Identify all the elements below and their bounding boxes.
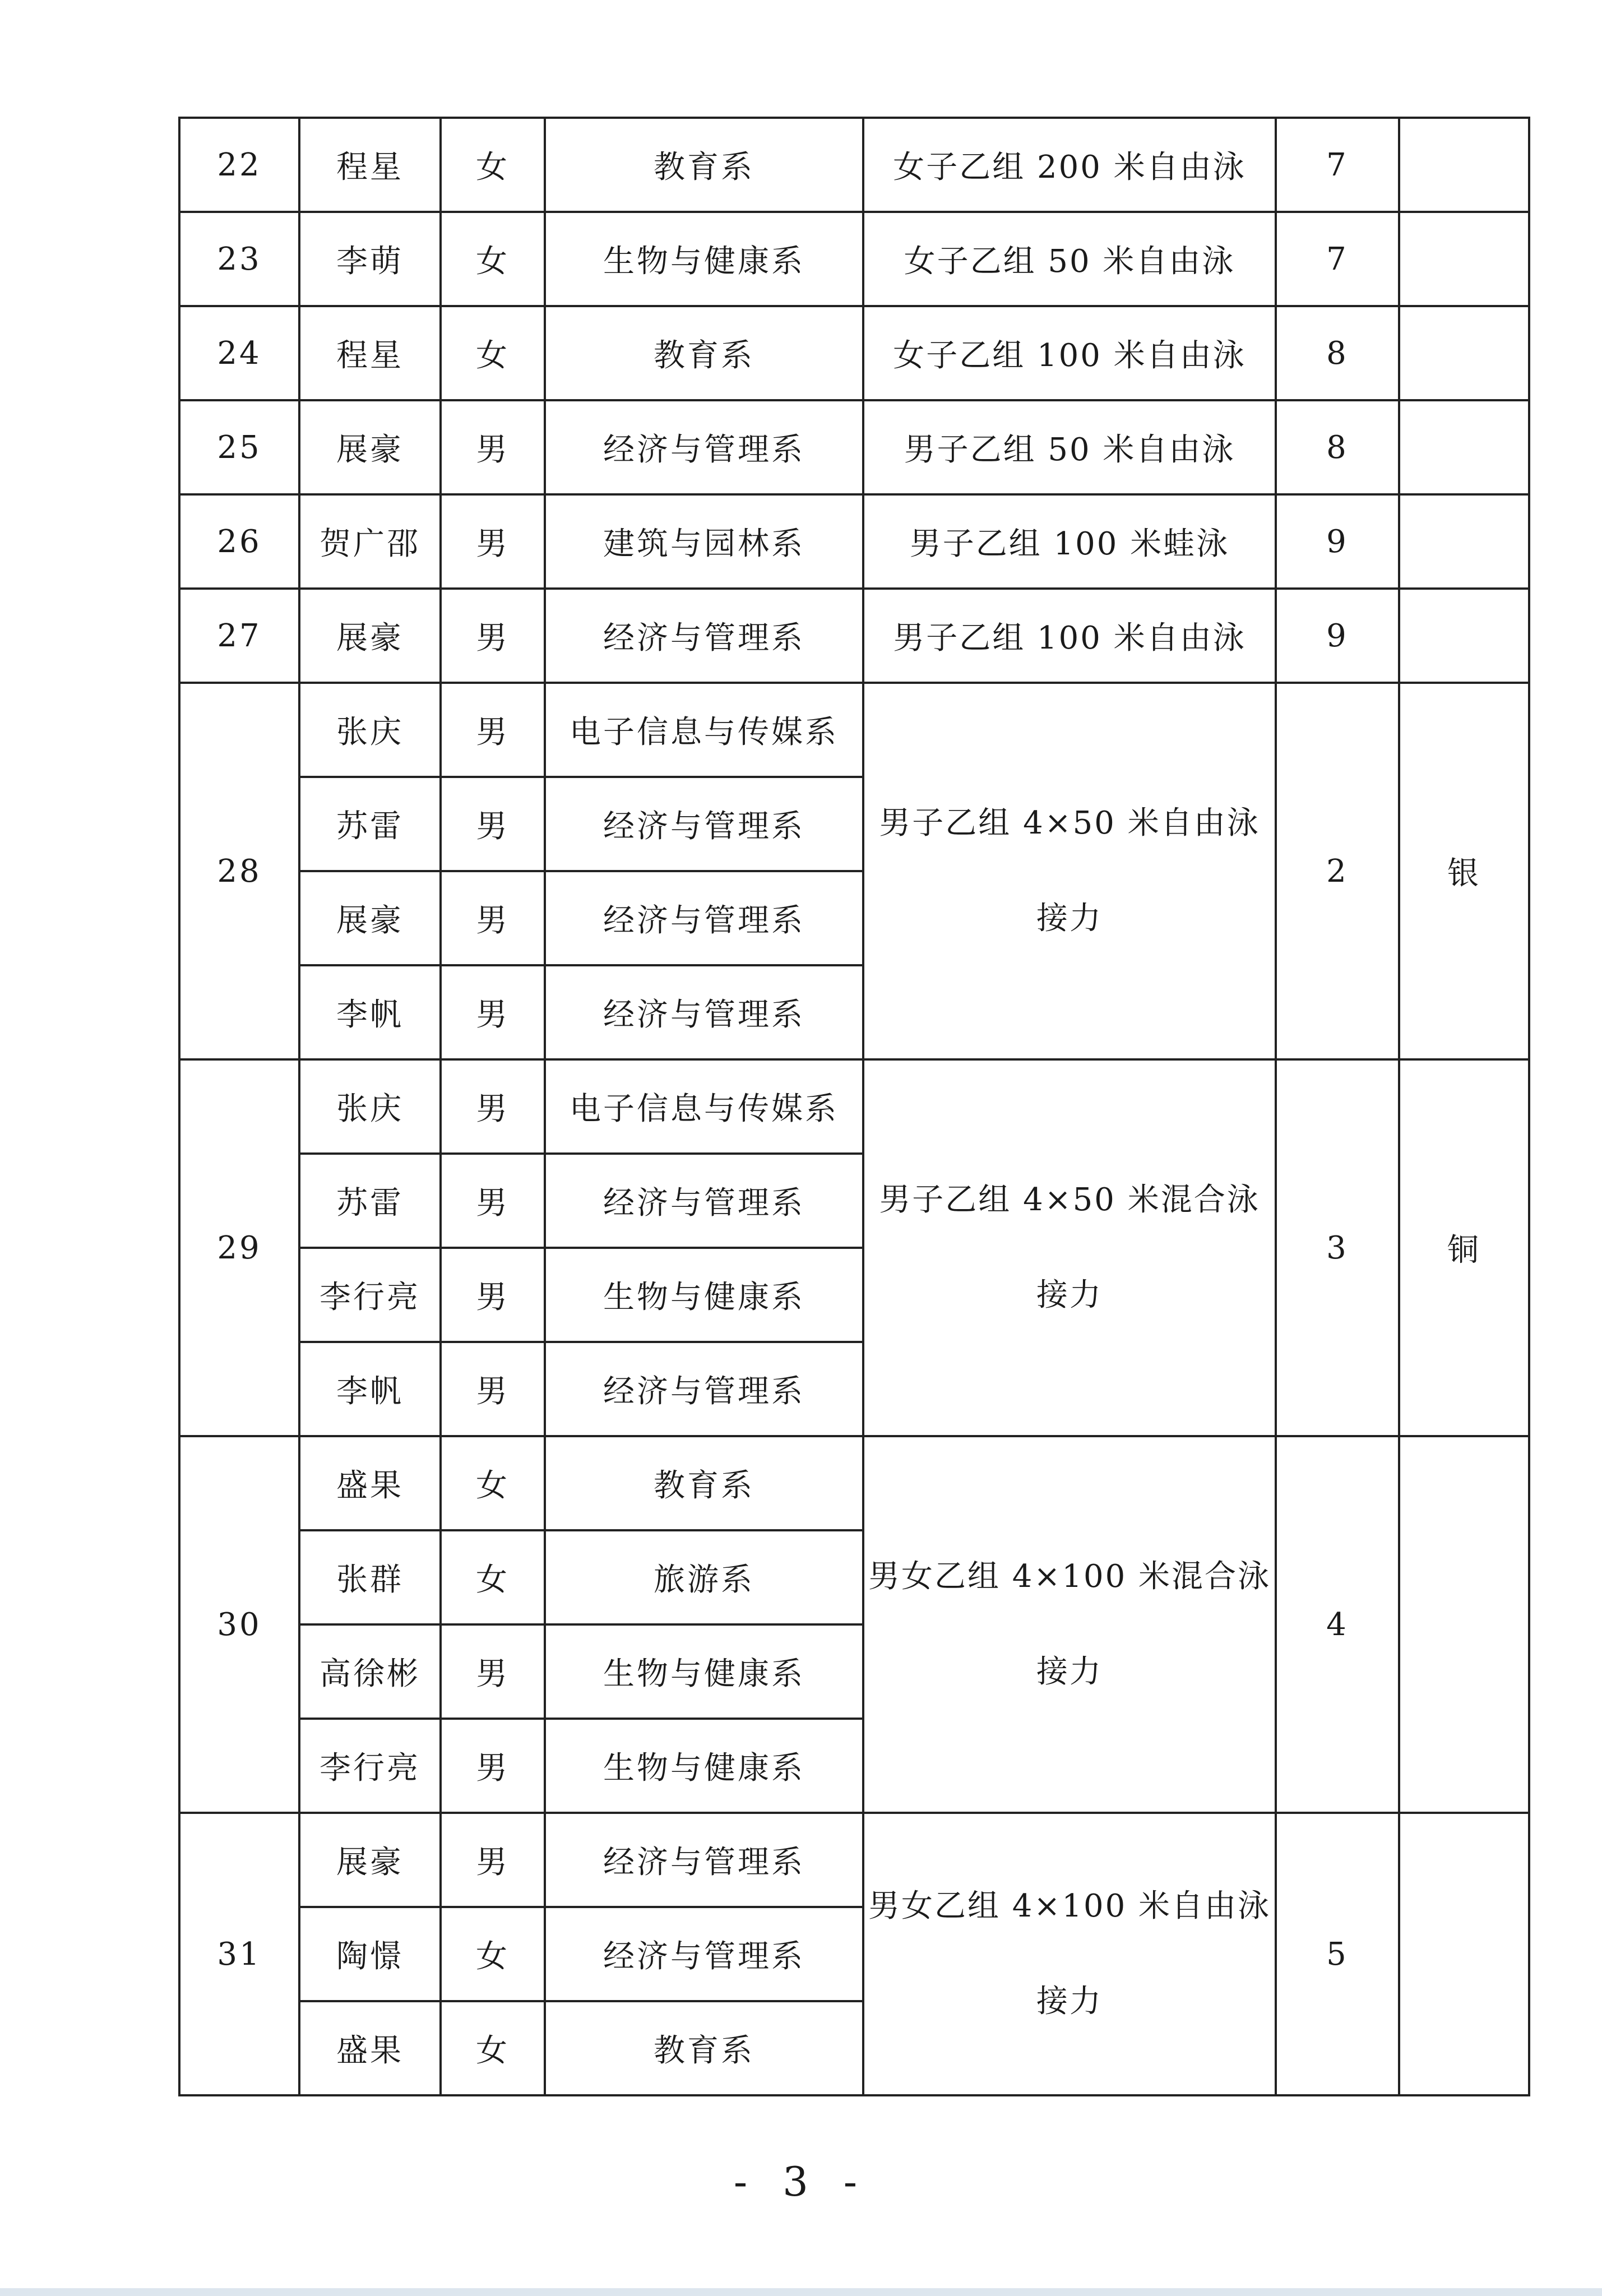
athlete-department: 经济与管理系 <box>545 400 863 494</box>
event-name: 男子乙组 100 米蛙泳 <box>863 494 1276 589</box>
athlete-gender: 男 <box>441 400 545 494</box>
event-name: 男子乙组 50 米自由泳 <box>863 400 1276 494</box>
table-row <box>179 1059 1529 1154</box>
athlete-gender: 男 <box>441 1624 545 1719</box>
athlete-gender: 女 <box>441 118 545 212</box>
athlete-gender: 男 <box>441 777 545 871</box>
athlete-name: 盛果 <box>299 1436 441 1530</box>
relay-event-line: 男女乙组 4×100 米自由泳 <box>868 1888 1271 1924</box>
row-number: 31 <box>179 1813 299 2095</box>
page-number: - 3 - <box>733 2158 869 2205</box>
table-row <box>179 400 1529 494</box>
rank: 2 <box>1276 683 1399 1059</box>
athlete-department: 生物与健康系 <box>545 1719 863 1813</box>
athlete-name: 展豪 <box>299 1813 441 1907</box>
athlete-gender: 男 <box>441 494 545 589</box>
athlete-department: 教育系 <box>545 2001 863 2095</box>
relay-event-line: 男女乙组 4×100 米混合泳 <box>868 1558 1271 1595</box>
row-number: 22 <box>179 118 299 212</box>
athlete-gender: 女 <box>441 1907 545 2001</box>
athlete-gender: 女 <box>441 212 545 306</box>
athlete-department: 经济与管理系 <box>545 1813 863 1907</box>
table-row <box>179 118 1529 212</box>
athlete-name: 李萌 <box>299 212 441 306</box>
athlete-department: 经济与管理系 <box>545 589 863 683</box>
athlete-name: 李行亮 <box>299 1719 441 1813</box>
athlete-name: 程星 <box>299 306 441 400</box>
event-name: 女子乙组 200 米自由泳 <box>863 118 1276 212</box>
relay-event-line: 男子乙组 4×50 米自由泳 <box>879 805 1260 841</box>
athlete-department: 教育系 <box>545 1436 863 1530</box>
relay-event-line: 接力 <box>1036 1277 1103 1313</box>
athlete-gender: 男 <box>441 871 545 965</box>
relay-event <box>863 1059 1276 1436</box>
rank: 4 <box>1276 1436 1399 1813</box>
rank: 7 <box>1276 212 1399 306</box>
table-row <box>179 1436 1529 1530</box>
rank: 8 <box>1276 400 1399 494</box>
athlete-name: 陶憬 <box>299 1907 441 2001</box>
relay-event <box>863 683 1276 1059</box>
athlete-gender: 女 <box>441 1436 545 1530</box>
event-name: 男子乙组 100 米自由泳 <box>863 589 1276 683</box>
athlete-name: 张庆 <box>299 683 441 777</box>
medal: 铜 <box>1399 1059 1529 1436</box>
relay-event-line: 接力 <box>1036 1654 1103 1690</box>
athlete-department: 经济与管理系 <box>545 1907 863 2001</box>
athlete-name: 李帆 <box>299 965 441 1059</box>
event-name: 女子乙组 50 米自由泳 <box>863 212 1276 306</box>
athlete-department: 经济与管理系 <box>545 1342 863 1436</box>
athlete-department: 教育系 <box>545 118 863 212</box>
medal <box>1399 118 1529 212</box>
rank: 8 <box>1276 306 1399 400</box>
medal <box>1399 212 1529 306</box>
medal <box>1399 1436 1529 1813</box>
athlete-gender: 男 <box>441 1342 545 1436</box>
medal: 银 <box>1399 683 1529 1059</box>
table-row <box>179 1813 1529 1907</box>
row-number: 28 <box>179 683 299 1059</box>
athlete-name: 盛果 <box>299 2001 441 2095</box>
athlete-department: 生物与健康系 <box>545 1624 863 1719</box>
rank: 9 <box>1276 494 1399 589</box>
athlete-name: 贺广邵 <box>299 494 441 589</box>
athlete-department: 电子信息与传媒系 <box>545 1059 863 1154</box>
athlete-department: 生物与健康系 <box>545 1248 863 1342</box>
athlete-name: 程星 <box>299 118 441 212</box>
athlete-name: 张群 <box>299 1530 441 1624</box>
relay-event-line: 接力 <box>1036 900 1103 937</box>
athlete-department: 经济与管理系 <box>545 777 863 871</box>
row-number: 26 <box>179 494 299 589</box>
relay-event-line: 接力 <box>1036 1983 1103 2020</box>
row-number: 27 <box>179 589 299 683</box>
athlete-gender: 男 <box>441 1719 545 1813</box>
athlete-gender: 男 <box>441 1059 545 1154</box>
athlete-department: 生物与健康系 <box>545 212 863 306</box>
table-row <box>179 212 1529 306</box>
athlete-department: 经济与管理系 <box>545 871 863 965</box>
athlete-gender: 女 <box>441 1530 545 1624</box>
relay-event <box>863 1813 1276 2095</box>
event-name: 女子乙组 100 米自由泳 <box>863 306 1276 400</box>
athlete-name: 李行亮 <box>299 1248 441 1342</box>
row-number: 24 <box>179 306 299 400</box>
athlete-name: 高徐彬 <box>299 1624 441 1719</box>
table-body <box>179 118 1529 2095</box>
medal <box>1399 494 1529 589</box>
athlete-name: 苏雷 <box>299 777 441 871</box>
athlete-name: 张庆 <box>299 1059 441 1154</box>
athlete-department: 旅游系 <box>545 1530 863 1624</box>
medal <box>1399 306 1529 400</box>
row-number: 30 <box>179 1436 299 1813</box>
rank: 3 <box>1276 1059 1399 1436</box>
athlete-gender: 男 <box>441 1154 545 1248</box>
athlete-name: 展豪 <box>299 871 441 965</box>
relay-event-line: 男子乙组 4×50 米混合泳 <box>879 1182 1260 1218</box>
athlete-gender: 男 <box>441 1813 545 1907</box>
medal <box>1399 1813 1529 2095</box>
athlete-name: 展豪 <box>299 589 441 683</box>
table-row <box>179 306 1529 400</box>
athlete-gender: 女 <box>441 2001 545 2095</box>
relay-event <box>863 1436 1276 1813</box>
athlete-department: 教育系 <box>545 306 863 400</box>
athlete-department: 经济与管理系 <box>545 965 863 1059</box>
row-number: 25 <box>179 400 299 494</box>
athlete-gender: 男 <box>441 589 545 683</box>
medal <box>1399 400 1529 494</box>
medal <box>1399 589 1529 683</box>
table-row <box>179 494 1529 589</box>
row-number: 23 <box>179 212 299 306</box>
athlete-department: 电子信息与传媒系 <box>545 683 863 777</box>
athlete-name: 李帆 <box>299 1342 441 1436</box>
athlete-gender: 男 <box>441 965 545 1059</box>
results-table <box>178 117 1530 2096</box>
row-number: 29 <box>179 1059 299 1436</box>
rank: 9 <box>1276 589 1399 683</box>
rank: 7 <box>1276 118 1399 212</box>
athlete-department: 建筑与园林系 <box>545 494 863 589</box>
athlete-department: 经济与管理系 <box>545 1154 863 1248</box>
table-row <box>179 683 1529 777</box>
athlete-gender: 男 <box>441 683 545 777</box>
athlete-gender: 女 <box>441 306 545 400</box>
athlete-gender: 男 <box>441 1248 545 1342</box>
scan-edge-strip <box>0 2288 1602 2296</box>
table-row <box>179 589 1529 683</box>
athlete-name: 苏雷 <box>299 1154 441 1248</box>
athlete-name: 展豪 <box>299 400 441 494</box>
rank: 5 <box>1276 1813 1399 2095</box>
